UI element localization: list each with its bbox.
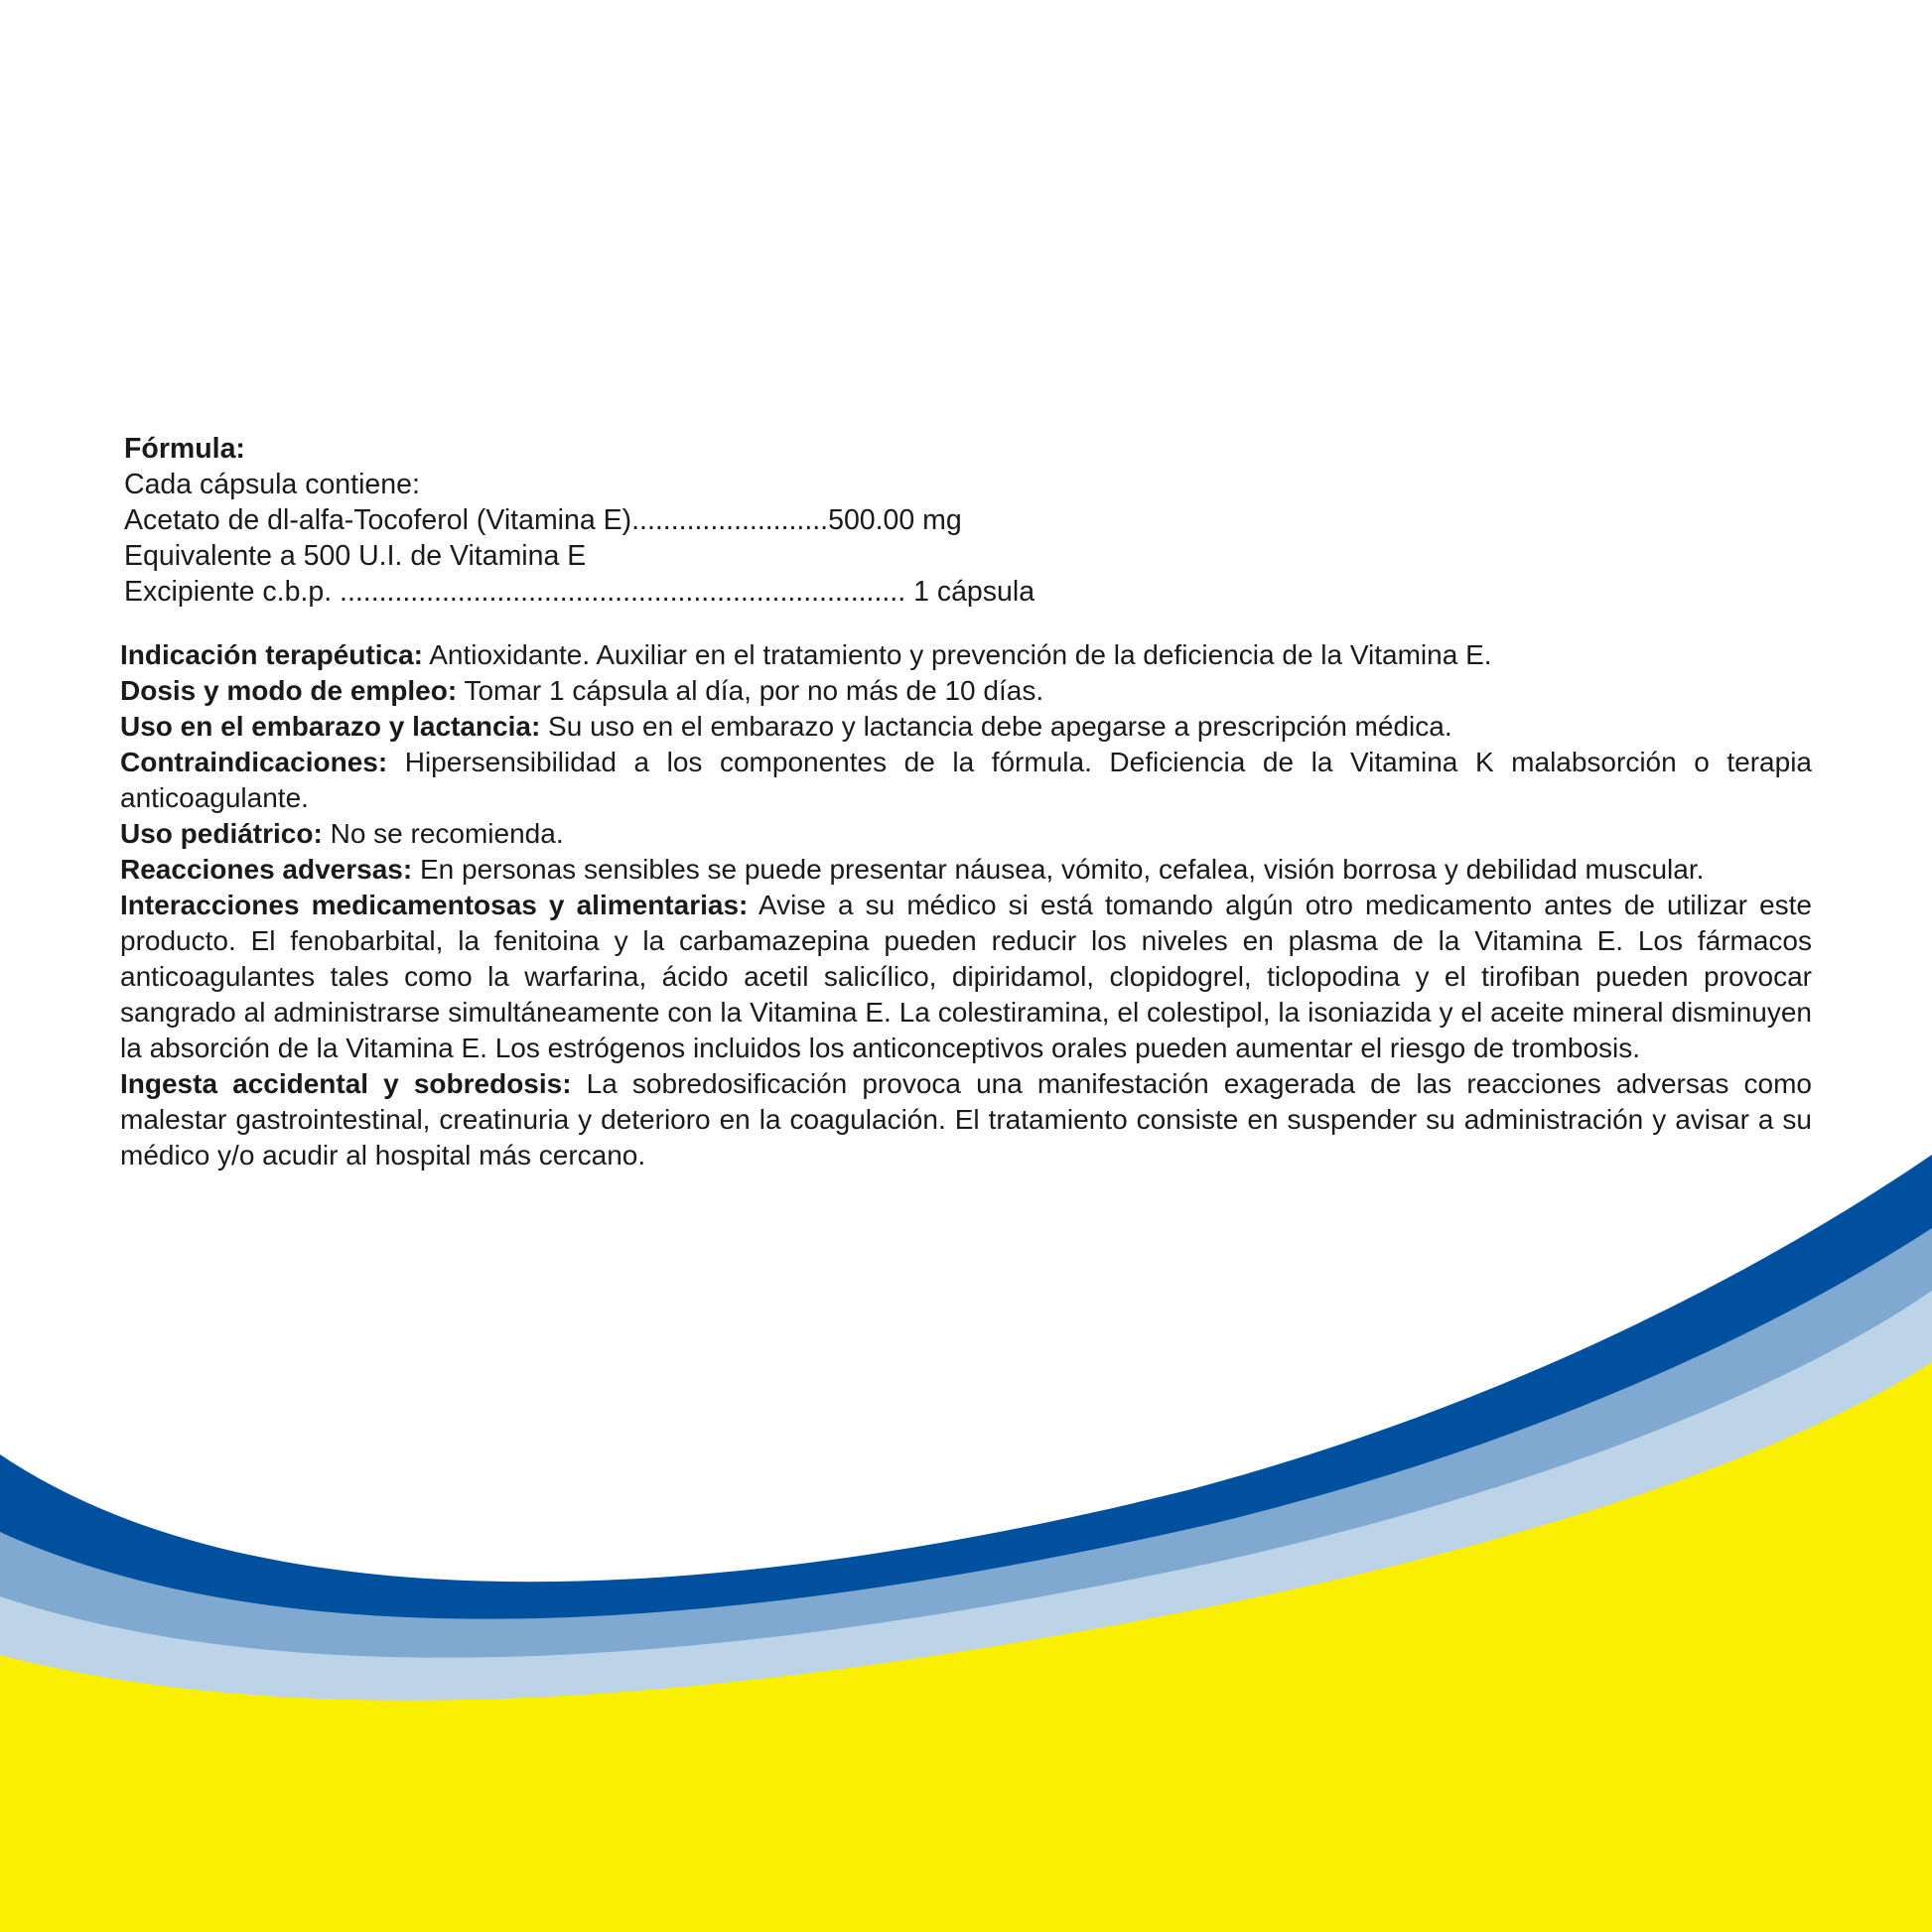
formula-ingredient-line: Acetato de dl-alfa-Tocoferol (Vitamina E).........................500.00 mg [124,504,962,536]
section-label: Dosis y modo de empleo: [120,675,458,706]
section-label: Contraindicaciones: [120,747,388,777]
section-label: Ingesta accidental y sobredosis: [120,1068,572,1099]
section-label: Uso en el embarazo y lactancia: [120,711,541,742]
section-text: Su uso en el embarazo y lactancia debe apegarse a prescripción médica. [540,711,1452,742]
section-contraindicaciones [120,745,1812,816]
section-dosis [120,673,1812,709]
formula-intro: Cada cápsula contiene: [124,469,420,500]
section-uso-pediatrico [120,816,1812,852]
section-text: Antioxidante. Auxiliar en el tratamiento y prevención de la deficiencia de la Vitamina E. [422,639,1492,670]
section-label: Indicación terapéutica: [120,639,423,670]
product-information [120,637,1812,1173]
formula-excipient-line: Excipiente c.b.p. ........................................................................ 1 cápsula [124,576,1035,608]
section-indicacion [120,637,1812,673]
section-label: Reacciones adversas: [120,854,413,885]
section-embarazo [120,709,1812,745]
formula-title: Fórmula: [124,433,245,465]
section-text: La sobredosificación provoca una manifestación exagerada de las reacciones adversas como malestar gastrointestinal, creatinuria y deterioro en la coagulación. El tratamiento consiste en suspender su administración y avisar a su médico y/o acudir al hospital más cercano. [120,1068,1813,1171]
section-text: En personas sensibles se puede presentar náusea, vómito, cefalea, visión borrosa y debilidad muscular. [412,854,1705,885]
formula-block [124,431,1035,610]
section-interacciones [120,888,1812,1066]
section-label: Interacciones medicamentosas y alimentarias: [120,890,749,920]
section-text: No se recomienda. [322,818,564,849]
section-reacciones [120,852,1812,888]
section-text: Avise a su médico si está tomando algún otro medicamento antes de utilizar este producto. El fenobarbital, la fenitoina y la carbamazepina pueden reducir los niveles en plasma de la Vitamina E. Los fármacos anticoagulantes tales como la warfarina, ácido acetil salicílico, dipiridamol, clopidogrel, ticlopodina y el tirofiban pueden provocar sangrado al administrarse simultáneamente con la Vitamina E. La colestiramina, el colestipol, la isoniazida y el aceite mineral disminuyen la absorción de la Vitamina E. Los estrógenos incluidos los anticonceptivos orales pueden aumentar el riesgo de trombosis. [120,890,1812,1063]
section-label: Uso pediátrico: [120,818,323,849]
formula-equivalence-line: Equivalente a 500 U.I. de Vitamina E [124,540,587,572]
section-text: Hipersensibilidad a los componentes de la fórmula. Deficiencia de la Vitamina K malabsorción o terapia anticoagulante. [120,747,1812,813]
section-sobredosis [120,1066,1812,1173]
section-text: Tomar 1 cápsula al día, por no más de 10 días. [457,675,1044,706]
